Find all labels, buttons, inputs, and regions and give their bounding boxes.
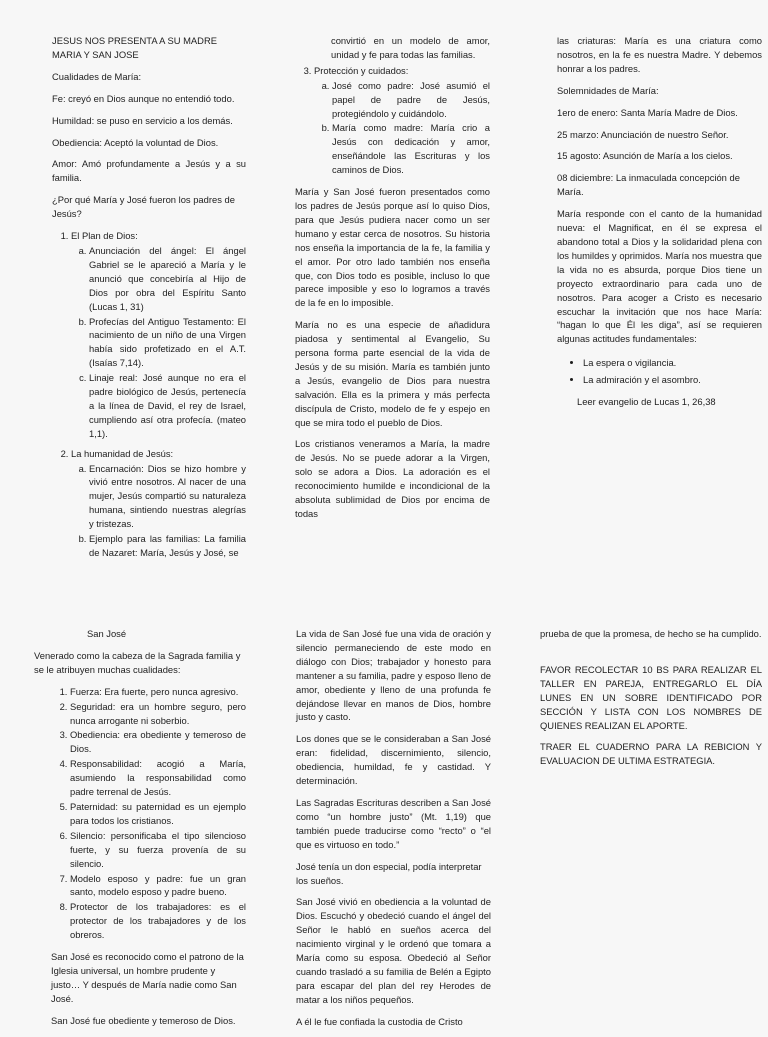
list-item: 7. Modelo esposo y padre: fue un gran santo, modelo esposo y padre bueno. — [70, 872, 246, 900]
list-item: 2. Seguridad: era un hombre seguro, pero nunca arrogante ni soberbio. — [70, 700, 246, 728]
list-item — [314, 64, 490, 177]
top-column-2 — [295, 34, 490, 529]
continued-text: convirtió en un modelo de amor, unidad y fe para todas las familias. — [331, 35, 490, 60]
reading-note: Leer evangelio de Lucas 1, 26,38 — [577, 396, 716, 408]
paragraph: María responde con el canto de la humanidad nueva: el Magnificat, en él se expresa el abandono total a Dios y la solidaridad plena con los humildes y oprimidos. María nos muestra que la vida no es absurda, porque Dios tiene un proyecto extraordinario para cada uno de nosotros. Para acoger a Cristo es necesario escuchar la invitación que nos hace María: “hagan lo que Él les diga”, así se requieren algunas actitudes fundamentales: — [557, 208, 762, 345]
solemnidad-item: 25 marzo: Anunciación de nuestro Señor. — [557, 128, 729, 140]
page-title: JESUS NOS PRESENTA A SU MADRE MARIA Y SAN JOSE — [52, 35, 217, 60]
bottom-column-2 — [296, 627, 491, 1037]
sub-list — [71, 462, 246, 560]
qualities-list — [34, 685, 246, 942]
list-item-title: El Plan de Dios: — [71, 230, 138, 242]
bottom-column-1 — [34, 627, 246, 1036]
list-item: • La admiración y el asombro. — [583, 373, 762, 387]
solemnidad-item: 15 agosto: Asunción de María a los cielos. — [557, 150, 733, 162]
paragraph: María no es una especie de añadidura piadosa y sentimental al Evangelio, Su persona forma parte esencial de la vida de Jesús y de su misión. María es también junto a Jesús, evangelio de Dios para nuestra salvación. Ella es la primera y más perfecta discípula de Cristo, modelo de fe y espejo en que se mira todo el pueblo de Dios. — [295, 319, 490, 428]
cualidad-humildad: Humildad: se puso en servicio a los demás. — [52, 114, 233, 126]
paragraph: Los cristianos veneramos a María, la madre de Jesús. No se puede adorar a la Virgen, solo se adora a Dios. La adoración es el reconocimiento humilde e incondicional de la absoluta sublimidad de Dios por encima de todas — [295, 438, 490, 519]
paragraph: San José fue obediente y temeroso de Dios. — [51, 1014, 236, 1026]
cualidad-obediencia: Obediencia: Aceptó la voluntad de Dios. — [52, 136, 219, 148]
bottom-column-3 — [540, 627, 762, 776]
list-item: a. José como padre: José asumió el papel de padre de Jesús, protegiéndolo y cuidándolo. — [332, 79, 490, 121]
solemnidad-item: 1ero de enero: Santa María Madre de Dios. — [557, 106, 738, 118]
paragraph: Venerado como la cabeza de la Sagrada familia y se le atribuyen muchas cualidades: — [34, 649, 241, 675]
list-item: b. Profecías del Antiguo Testamento: El nacimiento de un niño de una Virgen había sido profetizado en el A.T. (Isaías 7,14). — [89, 315, 246, 371]
question-heading: ¿Por qué María y José fueron los padres de Jesús? — [52, 194, 235, 220]
reasons-list — [52, 229, 246, 560]
paragraph: San José vivió en obediencia a la voluntad de Dios. Escuchó y obedeció cuando el ángel del Señor le habló en sueños acerca del nacimiento virginal y le ordenó que tomara a María como su esposa. Obedeció al Señor cuando trasladó a su familia de Belén a Egipto para escapar del plan del rey Herodes de matar a los niños pequeños. — [296, 896, 491, 1005]
list-item: 3. Obediencia: era obediente y temeroso de Dios. — [70, 728, 246, 756]
notice-text: FAVOR RECOLECTAR 10 BS PARA REALIZAR EL TALLER EN PAREJA, ENTREGARLO EL DÍA LUNES EN UN SOBRE IDENTIFICADO POR SECCIÓN Y LISTA CON LOS NOMBRES DE QUIENES REALIZAN EL APORTE. — [540, 663, 762, 731]
list-item-title: Protección y cuidados: — [314, 64, 409, 76]
list-item: a. Anunciación del ángel: El ángel Gabriel se le apareció a María y le anunció que concebiría al Hijo de Dios por obra del Espíritu Santo (Lucas 1, 31) — [89, 244, 246, 314]
paragraph: Los dones que se le consideraban a San José eran: fidelidad, discernimiento, silencio, obediencia, humildad, fe y castidad. Y determinación. — [296, 733, 491, 787]
cualidad-fe: Fe: creyó en Dios aunque no entendió todo. — [52, 92, 235, 104]
top-column-1 — [52, 34, 246, 566]
list-item — [71, 229, 246, 441]
section-title: San José — [87, 628, 127, 639]
paragraph: María y San José fueron presentados como los padres de Jesús porque así lo quiso Dios, para que Jesús pudiera nacer como un ser humano y estar cerca de nosotros. Su historia nos enseña la importancia de la fe, la familia y el amor. Por otro lado también nos enseña que, con Dios todo es posible, incluso lo que parece imposible y eso lo logramos a través de la fe en lo imposible. — [295, 186, 490, 309]
reasons-list-continued — [295, 64, 490, 177]
sub-list — [71, 244, 246, 441]
solemnidades-heading: Solemnidades de María: — [557, 84, 659, 96]
paragraph: La vida de San José fue una vida de oración y silencio permaneciendo de este modo en diálogo con Dios; trabajador y honesto para mantener a su familia, padre y esposo lleno de amor, obediente y lleno de una profunda fe dejándose llevar en manos de Dios, hombre justo y casto. — [296, 628, 491, 723]
solemnidad-item: 08 diciembre: La inmaculada concepción de María. — [557, 172, 740, 198]
list-item: 1. Fuerza: Era fuerte, pero nunca agresivo. — [70, 685, 246, 699]
top-column-3 — [557, 34, 762, 417]
attitudes-list — [557, 356, 762, 387]
continued-text: las criaturas: María es una criatura como nosotros, en la fe es nuestra Madre. Y debemos honrar a los padres. — [557, 35, 762, 74]
list-item: a. Encarnación: Dios se hizo hombre y vivió entre nosotros. Al nacer de una mujer, Jesús compartió su naturaleza humana, sintiendo nuestras alegrías y tristezas. — [89, 462, 246, 532]
list-item — [71, 447, 246, 560]
list-item: • La espera o vigilancia. — [583, 356, 762, 370]
list-item-title: La humanidad de Jesús: — [71, 447, 174, 459]
cualidad-amor: Amor: Amó profundamente a Jesús y a su familia. — [52, 158, 246, 184]
paragraph: A él le fue confiada la custodia de Cristo — [296, 1015, 463, 1027]
list-item: b. Ejemplo para las familias: La familia de Nazaret: María, Jesús y José, se — [89, 532, 246, 560]
list-item: b. María como madre: María crio a Jesús con dedicación y amor, enseñándole las Escrituras y los caminos de Dios. — [332, 121, 490, 177]
list-item: 8. Protector de los trabajadores: es el protector de los trabajadores y de los obreros. — [70, 900, 246, 942]
continued-text: prueba de que la promesa, de hecho se ha cumplido. — [540, 628, 762, 639]
paragraph: Las Sagradas Escrituras describen a San José como “un hombre justo” (Mt. 1,19) que también puede traducirse como “recto” o “el que es virtuoso en todo.” — [296, 796, 491, 850]
notice-text: TRAER EL CUADERNO PARA LA REBICION Y EVALUACION DE ULTIMA ESTRATEGIA. — [540, 741, 762, 767]
list-item: 4. Responsabilidad: acogió a María, asumiendo la responsabilidad como padre terrenal de Jesús. — [70, 757, 246, 799]
paragraph: José tenía un don especial, podía interpretar los sueños. — [296, 860, 482, 886]
list-item: c. Linaje real: José aunque no era el padre biológico de Jesús, pertenecía a la línea de David, el rey de Israel, cumpliendo así otra profecía. (mateo 1,1). — [89, 371, 246, 441]
paragraph: San José es reconocido como el patrono de la Iglesia universal, un hombre prudente y justo… Y después de María nadie como San José. — [51, 951, 244, 1004]
list-item: 5. Paternidad: su paternidad es un ejemplo para todos los cristianos. — [70, 800, 246, 828]
list-item: 6. Silencio: personificaba el tipo silencioso fuerte, y su fuerza provenía de su silencio. — [70, 829, 246, 871]
sub-list — [314, 79, 490, 177]
cualidades-heading: Cualidades de María: — [52, 70, 142, 82]
